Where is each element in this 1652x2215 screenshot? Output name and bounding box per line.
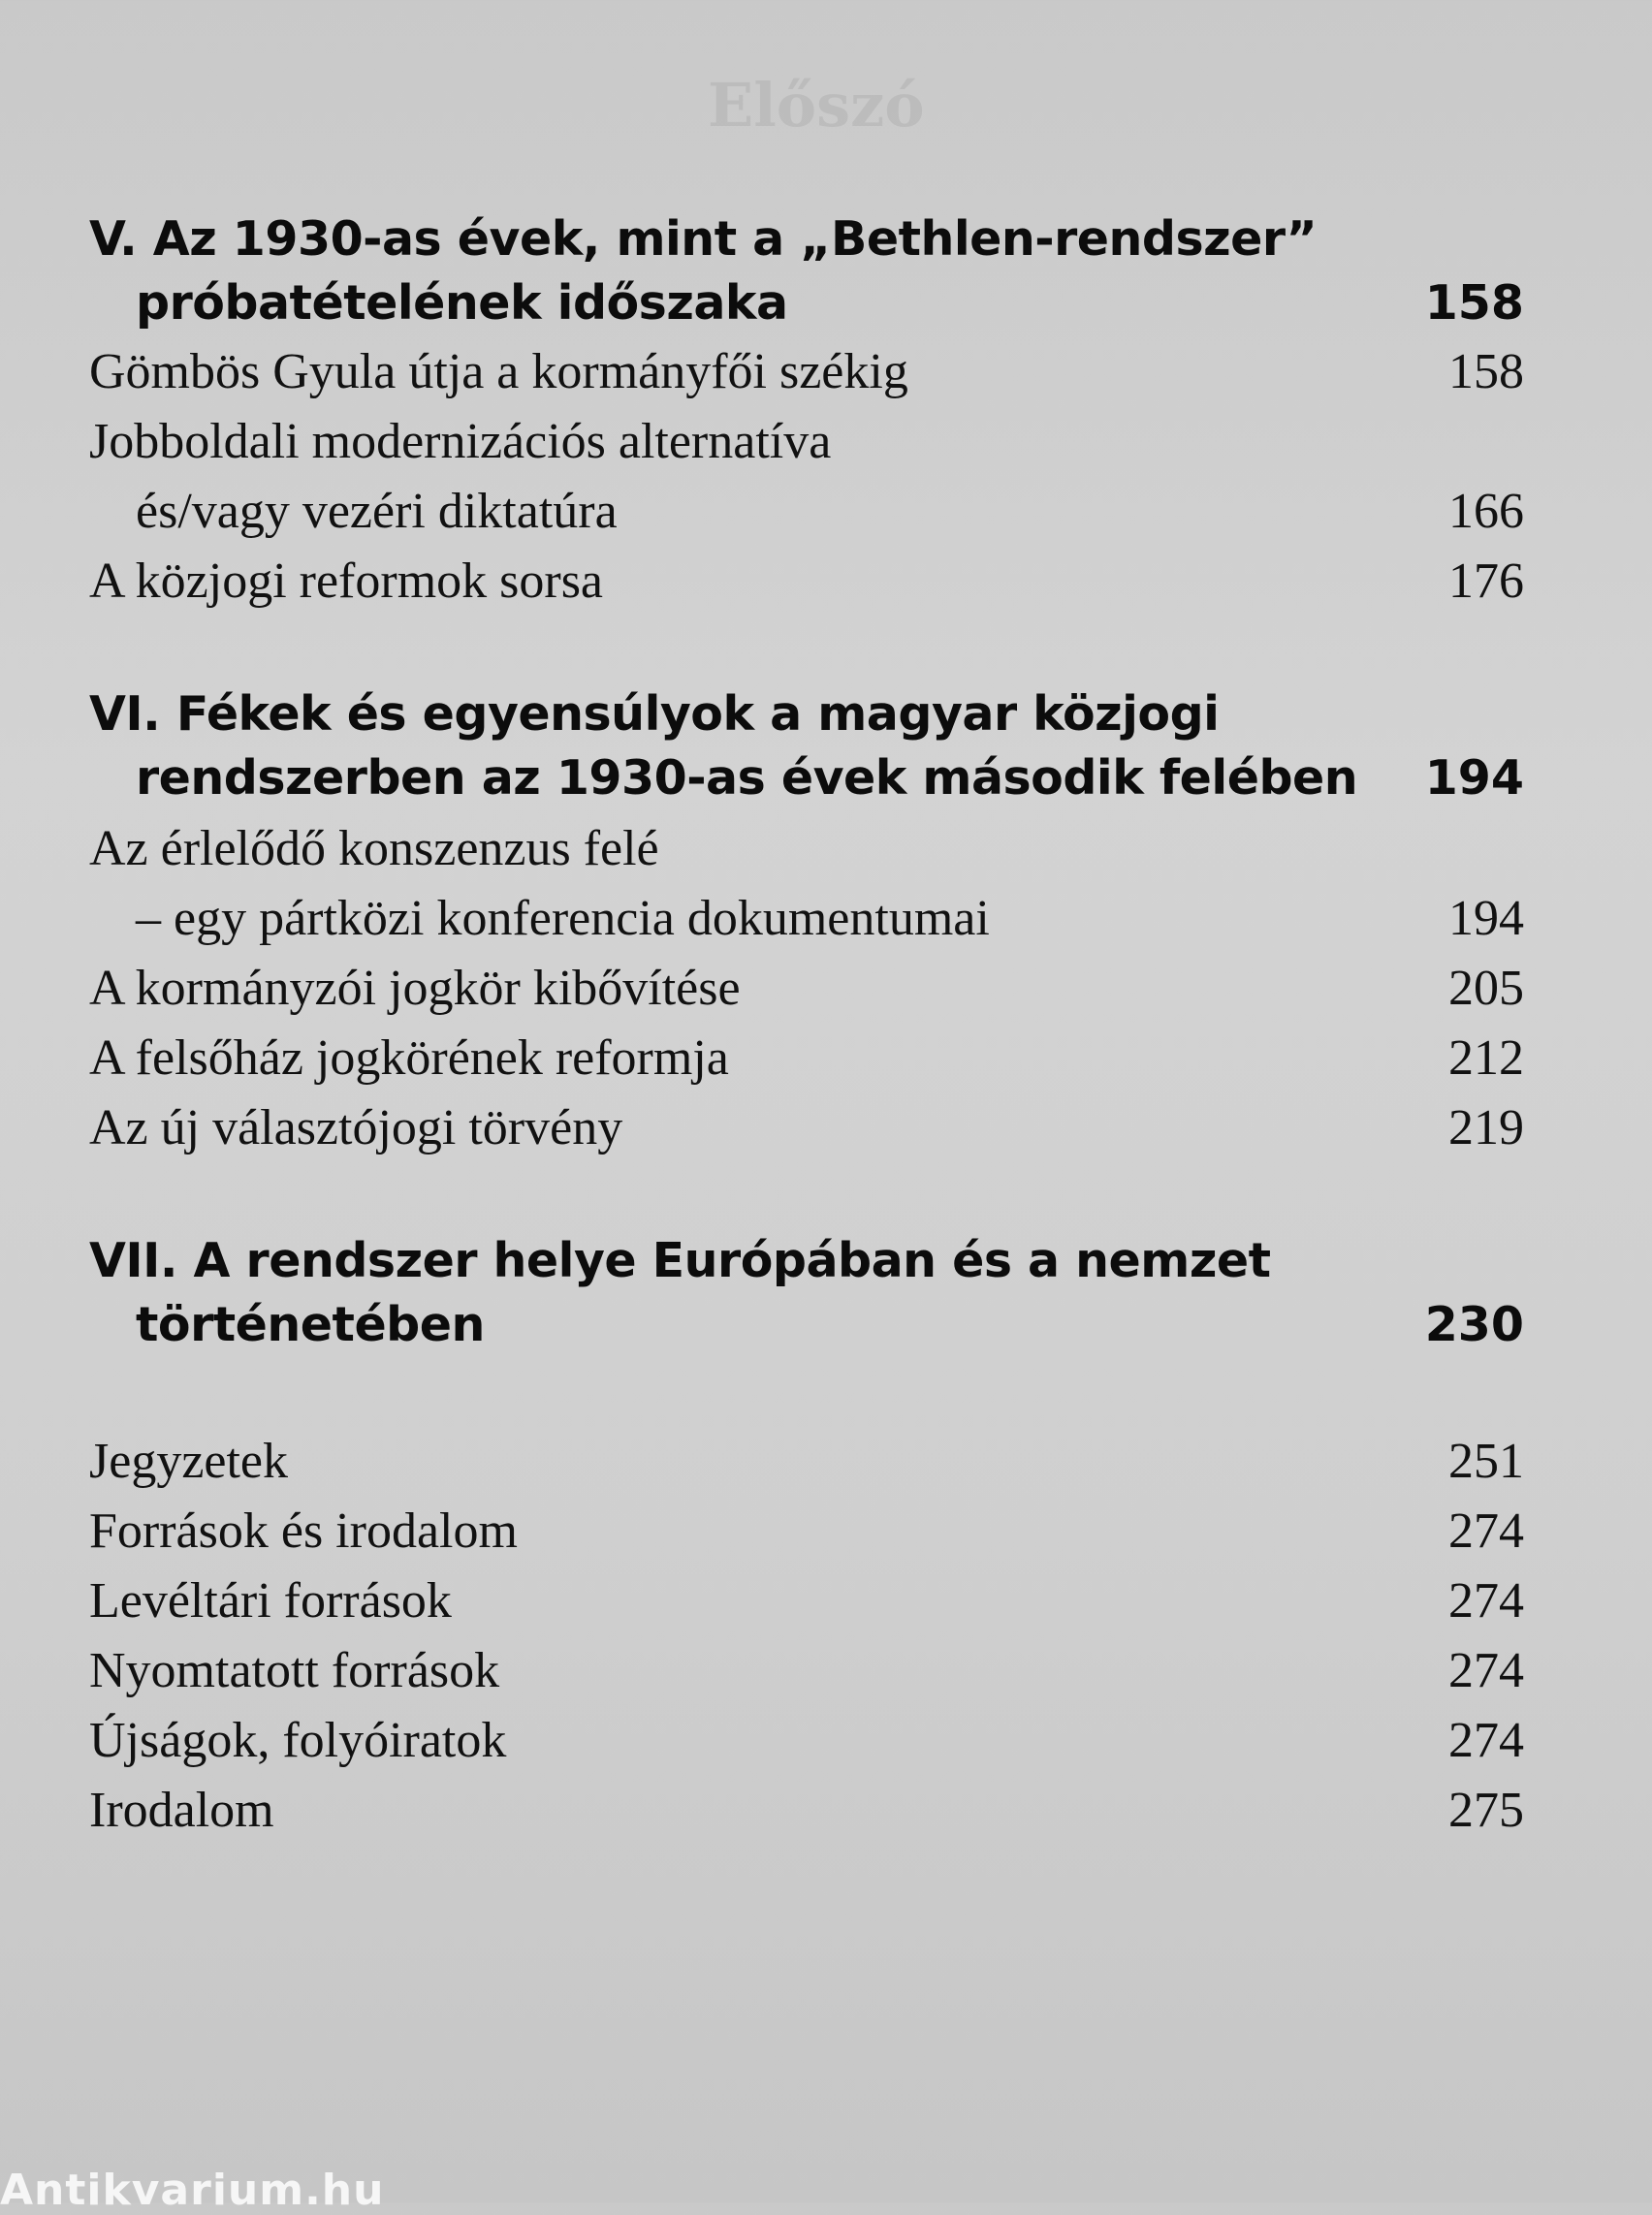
toc-item-label: Az új választójogi törvény bbox=[89, 1100, 623, 1155]
section-page-number: 158 bbox=[1424, 275, 1524, 331]
section-title-line: V. Az 1930-as évek, mint a „Bethlen-rendszer” bbox=[89, 211, 1318, 267]
toc-item-label: Jegyzetek bbox=[89, 1434, 289, 1489]
toc-item-page: 274 bbox=[1448, 1503, 1524, 1559]
toc-item-label: A közjogi reformok sorsa bbox=[89, 554, 604, 609]
toc-item-page: 274 bbox=[1448, 1573, 1524, 1629]
section-page-number: 194 bbox=[1424, 750, 1524, 806]
toc-item-label: A kormányzói jogkör kibővítése bbox=[89, 961, 741, 1016]
toc-item-page: 212 bbox=[1448, 1030, 1524, 1086]
toc-item-page: 275 bbox=[1448, 1783, 1524, 1838]
section-title-line: rendszerben az 1930-as évek második felében bbox=[136, 750, 1358, 806]
watermark: Antikvarium.hu bbox=[0, 2166, 385, 2215]
toc-item-page: 219 bbox=[1448, 1100, 1524, 1155]
section-title-line: VII. A rendszer helye Európában és a nemzet bbox=[89, 1233, 1271, 1288]
toc-item-label-continued: és/vagy vezéri diktatúra bbox=[136, 484, 618, 539]
toc-item-page: 158 bbox=[1448, 344, 1524, 399]
toc-item-page: 205 bbox=[1448, 961, 1524, 1016]
toc-item-label: Újságok, folyóiratok bbox=[89, 1713, 507, 1768]
toc-item-label: Nyomtatott források bbox=[89, 1643, 500, 1698]
toc-item-label: Az érlelődő konszenzus felé bbox=[89, 821, 659, 876]
section-title-line: VI. Fékek és egyensúlyok a magyar közjogi bbox=[89, 686, 1220, 742]
toc-item-label: A felsőház jogkörének reformja bbox=[89, 1030, 729, 1086]
section-page-number: 230 bbox=[1424, 1297, 1524, 1352]
toc-item-page: 274 bbox=[1448, 1643, 1524, 1698]
section-title-line: történetében bbox=[136, 1297, 485, 1352]
toc-item-page: 166 bbox=[1448, 484, 1524, 539]
toc-item-label-continued: – egy pártközi konferencia dokumentumai bbox=[136, 891, 990, 946]
section-title-line: próbatételének időszaka bbox=[136, 275, 788, 331]
toc-item-page: 194 bbox=[1448, 891, 1524, 946]
toc-item-label: Irodalom bbox=[89, 1783, 274, 1838]
toc-item-label: Levéltári források bbox=[89, 1573, 452, 1629]
show-through-heading: Előszó bbox=[708, 70, 925, 141]
toc-item-label: Gömbös Gyula útja a kormányfői székig bbox=[89, 344, 908, 399]
toc-item-page: 176 bbox=[1448, 554, 1524, 609]
toc-item-page: 274 bbox=[1448, 1713, 1524, 1768]
toc-item-label: Források és irodalom bbox=[89, 1503, 518, 1559]
toc-item-page: 251 bbox=[1448, 1434, 1524, 1489]
toc-item-label: Jobboldali modernizációs alternatíva bbox=[89, 414, 832, 469]
